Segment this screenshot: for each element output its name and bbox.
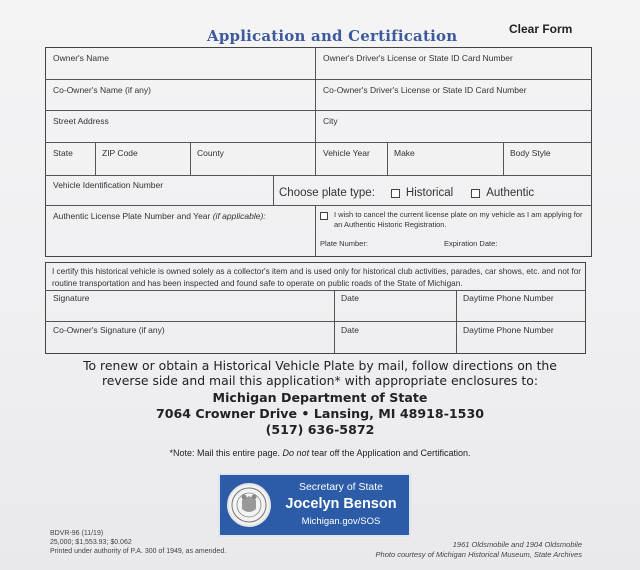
note-suffix: tear off the Application and Certification. <box>309 448 471 458</box>
make-field[interactable] <box>388 145 502 161</box>
plate-type-label: Choose plate type: <box>279 187 375 199</box>
zip-code-label: ZIP Code <box>102 148 138 158</box>
michigan-seal-icon <box>227 483 271 527</box>
authentic-plate-field[interactable] <box>47 208 313 224</box>
vin-field[interactable] <box>47 177 271 193</box>
body-style-label: Body Style <box>510 148 551 158</box>
mail-note <box>40 448 600 458</box>
form-footer <box>50 529 226 556</box>
photo-credit <box>376 540 582 560</box>
date2-label: Date <box>341 325 359 335</box>
zip-code-field[interactable] <box>96 145 189 161</box>
co-owners-license-label: Co-Owner's Driver's License or State ID Card Number <box>323 85 527 95</box>
owners-license-label: Owner's Driver's License or State ID Card Number <box>323 53 513 63</box>
form-cost: 25,000; $1,553.93; $0.062 <box>50 539 132 546</box>
authentic-plate-note: (if applicable): <box>212 211 266 221</box>
photo-credit-text: Photo courtesy of Michigan Historical Museum, State Archives <box>375 550 582 559</box>
county-field[interactable] <box>191 145 313 161</box>
instructions-line1: To renew or obtain a Historical Vehicle Plate by mail, follow directions on the <box>83 358 557 373</box>
historical-label: Historical <box>405 187 454 199</box>
logo-line1: Secretary of State <box>298 481 384 493</box>
date2-field[interactable] <box>335 322 455 338</box>
signature-field[interactable] <box>47 290 333 306</box>
form-authority: Printed under authority of P.A. 300 of 1949, as amended. <box>50 548 227 555</box>
logo-line3: Michigan.gov/SOS <box>301 516 381 527</box>
cancel-plate-text: I wish to cancel the current license plate on my vehicle as I am applying for an Authentic Historic Registration. <box>334 210 583 229</box>
plate-type-group <box>279 187 534 199</box>
mailing-instructions <box>40 358 600 438</box>
make-label: Make <box>394 148 415 158</box>
street-address-label: Street Address <box>53 116 109 126</box>
instructions-line2: reverse side and mail this application* with appropriate enclosures to: <box>101 373 539 388</box>
owners-license-field[interactable] <box>317 50 590 66</box>
co-owners-name-label: Co-Owner's Name (if any) <box>53 85 151 95</box>
mailing-address: 7064 Crowner Drive • Lansing, MI 48918-1530 <box>156 406 484 421</box>
expiration-date-label: Expiration Date: <box>444 239 498 248</box>
body-style-field[interactable] <box>504 145 590 161</box>
clear-form-button[interactable]: Clear Form <box>509 22 573 36</box>
owners-name-field[interactable] <box>47 50 313 66</box>
co-owners-license-field[interactable] <box>317 82 590 98</box>
state-label: State <box>53 148 73 158</box>
secretary-of-state-logo <box>218 473 411 537</box>
vin-label: Vehicle Identification Number <box>53 180 164 190</box>
co-owner-signature-label: Co-Owner's Signature (if any) <box>53 325 165 335</box>
note-emphasis: Do not <box>282 448 310 458</box>
owners-name-label: Owner's Name <box>53 53 109 63</box>
authentic-plate-label: Authentic License Plate Number and Year <box>53 211 213 221</box>
daytime-phone2-field[interactable] <box>457 322 585 338</box>
daytime-phone-field[interactable] <box>457 290 585 306</box>
authentic-label: Authentic <box>486 187 535 199</box>
note-prefix: *Note: Mail this entire page. <box>169 448 283 458</box>
authentic-checkbox[interactable] <box>471 189 480 198</box>
form-id: BDVR-96 (11/19) <box>50 530 104 537</box>
form-title: Application and Certification <box>207 27 458 45</box>
date-label: Date <box>341 293 359 303</box>
plate-number-label: Plate Number: <box>320 239 368 248</box>
date-field[interactable] <box>335 290 455 306</box>
vehicle-year-field[interactable] <box>317 145 386 161</box>
mailing-org: Michigan Department of State <box>212 390 428 405</box>
vehicle-year-label: Vehicle Year <box>323 148 370 158</box>
cancel-plate-checkbox[interactable] <box>320 212 328 220</box>
historical-checkbox[interactable] <box>391 189 400 198</box>
state-field[interactable] <box>47 145 93 161</box>
signature-label: Signature <box>53 293 90 303</box>
co-owners-name-field[interactable] <box>47 82 313 98</box>
certification-statement: I certify this historical vehicle is owned solely as a collector's item and is used only for historical club activities, parades, car shows, etc. and not for routine transportation and has been inspected and found safe to operate on public roads of the State of Michigan. <box>52 267 581 288</box>
city-label: City <box>323 116 338 126</box>
mailing-phone: (517) 636-5872 <box>265 422 375 437</box>
city-field[interactable] <box>317 113 590 129</box>
county-label: County <box>197 148 224 158</box>
co-owner-signature-field[interactable] <box>47 322 333 338</box>
daytime-phone2-label: Daytime Phone Number <box>463 325 554 335</box>
logo-line2: Jocelyn Benson <box>285 496 397 512</box>
photo-caption: 1961 Oldsmobile and 1904 Oldsmobile <box>452 540 582 549</box>
street-address-field[interactable] <box>47 113 313 129</box>
daytime-phone-label: Daytime Phone Number <box>463 293 554 303</box>
